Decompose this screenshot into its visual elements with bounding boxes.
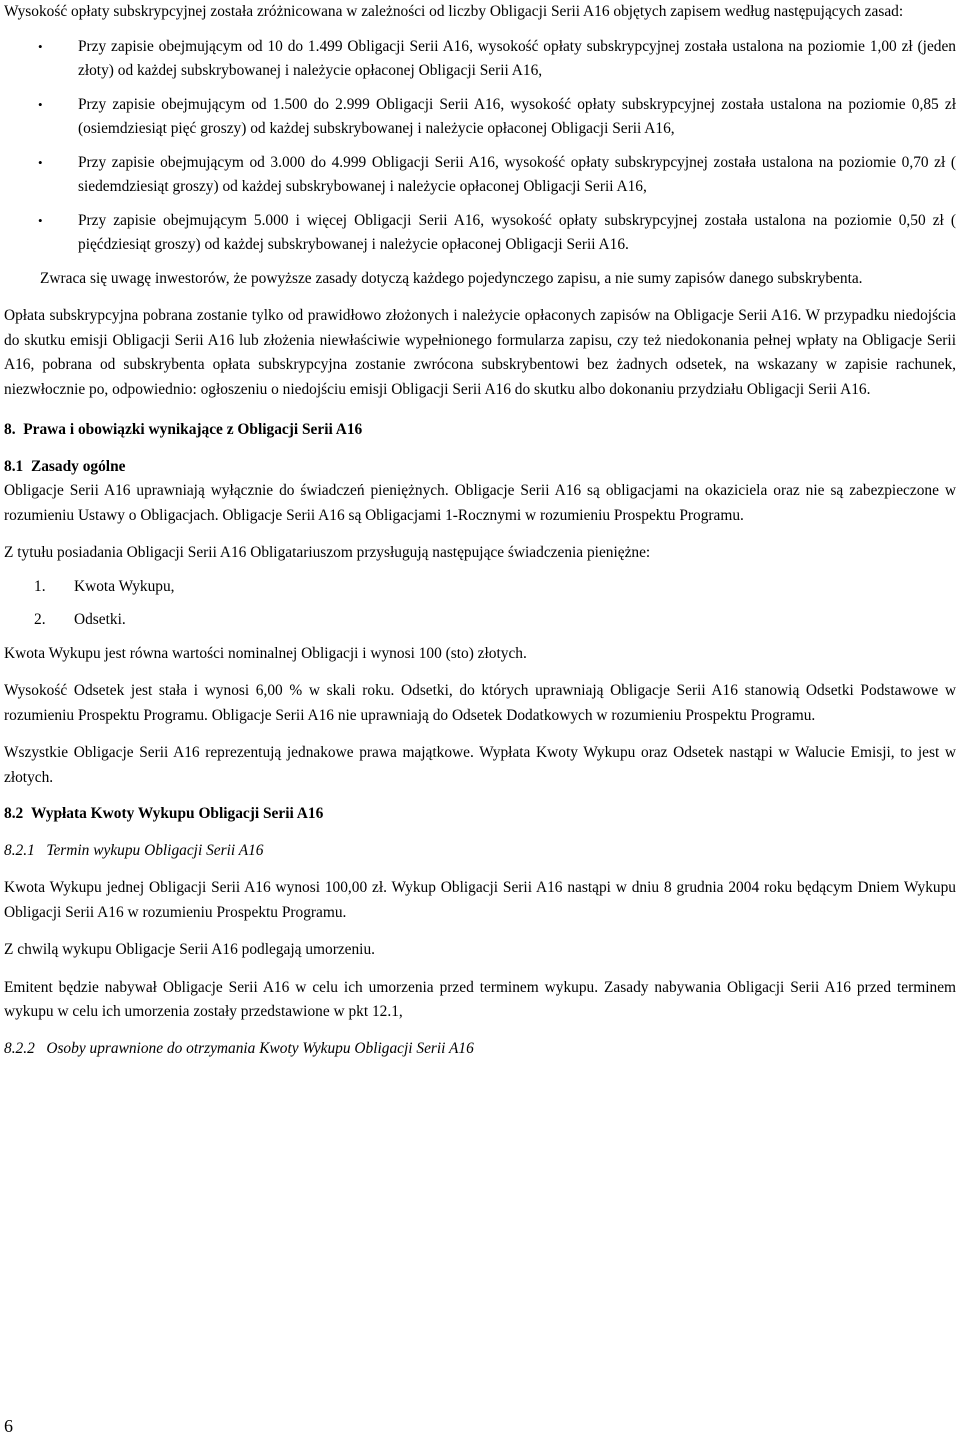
- list-item-text: Odsetki.: [74, 611, 126, 628]
- section-number: 8.2.1: [4, 841, 35, 859]
- redemption-cancellation-paragraph: Z chwilą wykupu Obligacje Serii A16 podlegają umorzeniu.: [4, 941, 375, 958]
- interest-paragraph: Wysokość Odsetek jest stała i wynosi 6,00 % w skali roku. Odsetki, do których uprawniają Obligacje Serii A16 stanowią Odsetki Podstawowe w rozumieniu Prospektu Programu. Obligacje Serii A16 nie uprawniają do Odsetek Dodatkowych w rozumieniu Prospektu Programu.: [4, 682, 956, 724]
- section-8-heading: [4, 418, 956, 443]
- fee-tier-item: [4, 93, 956, 142]
- section-8-2-2-heading: [4, 1037, 956, 1062]
- fee-tier-text: Przy zapisie obejmującym od 10 do 1.499 Obligacji Serii A16, wysokość opłaty subskrypcyjnej została ustalona na poziomie 1,00 zł (jeden złoty) od każdej subskrybowanej i należycie opłaconej Obligacji Serii A16,: [78, 37, 956, 79]
- intro-paragraph: Wysokość opłaty subskrypcyjnej została zróżnicowana w zależności od liczby Obligacji Serii A16 objętych zapisem według następujących zasad:: [4, 3, 904, 20]
- investor-notice: Zwraca się uwagę inwestorów, że powyższe zasady dotyczą każdego pojedynczego zapisu, a nie sumy zapisów danego subskrybenta.: [40, 269, 863, 287]
- general-rules-paragraph: Obligacje Serii A16 uprawniają wyłącznie do świadczeń pieniężnych. Obligacje Serii A16 są obligacjami na okaziciela oraz nie są zabezpieczone w rozumieniu Ustawy o Obligacjach. Obligacje Serii A16 są Obligacjami 1-Rocznymi w rozumieniu Prospektu Programu.: [4, 482, 956, 524]
- early-purchase-paragraph: Emitent będzie nabywał Obligacje Serii A16 w celu ich umorzenia przed terminem wykupu. Zasady nabywania Obligacji Serii A16 przed terminem wykupu w celu ich umorzenia zostały przedstawione w pkt 12.1,: [4, 978, 956, 1020]
- section-number: 8.1: [4, 457, 24, 475]
- list-item-number: 1.: [34, 577, 46, 595]
- list-item: [4, 608, 956, 633]
- bullet-icon: •: [38, 212, 43, 228]
- section-title: Wypłata Kwoty Wykupu Obligacji Serii A16: [30, 805, 324, 822]
- list-item-text: Kwota Wykupu,: [74, 577, 175, 595]
- fee-refund-paragraph: Opłata subskrypcyjna pobrana zostanie tylko od prawidłowo złożonych i należycie opłaconych zapisów na Obligacje Serii A16. W przypadku niedojścia do skutku emisji Obligacji Serii A16 lub złożenia niewłaściwie wypełnionego formularza zapisu, czy też niedokonania pełnej wpłaty na Obligacje Serii A16, pobrana od subskrybenta opłata subskrypcyjna zostanie zwrócona subskrybentowi bez żadnych odsetek, na wskazany w zapisie rachunek, niezwłocznie po, odpowiednio: ogłoszeniu o niedojściu emisji Obligacji Serii A16 do skutku albo dokonaniu przydziału Obligacji Serii A16.: [4, 307, 956, 398]
- section-title: Termin wykupu Obligacji Serii A16: [46, 841, 264, 859]
- section-8-1-heading: [4, 455, 956, 480]
- fee-tier-item: [4, 35, 956, 84]
- section-title: Osoby uprawnione do otrzymania Kwoty Wykupu Obligacji Serii A16: [46, 1039, 474, 1057]
- list-item-number: 2.: [34, 611, 46, 628]
- fee-tier-item: [4, 151, 956, 200]
- section-number: 8.2: [4, 805, 24, 822]
- section-title: Prawa i obowiązki wynikające z Obligacji Serii A16: [23, 421, 363, 438]
- equal-rights-paragraph: Wszystkie Obligacje Serii A16 reprezentują jednakowe prawa majątkowe. Wypłata Kwoty Wykupu oraz Odsetek nastąpi w Walucie Emisji, to jest w złotych.: [4, 744, 956, 786]
- benefits-paragraph: Z tytułu posiadania Obligacji Serii A16 Obligatariuszom przysługują następujące świadczenia pieniężne:: [4, 544, 651, 561]
- fee-tier-item: [4, 209, 956, 258]
- fee-tier-list: [4, 35, 956, 258]
- section-8-2-1-heading: [4, 839, 956, 864]
- section-title: Zasady ogólne: [30, 457, 126, 475]
- fee-tier-text: Przy zapisie obejmującym od 3.000 do 4.999 Obligacji Serii A16, wysokość opłaty subskrypcyjnej została ustalona na poziomie 0,70 zł ( siedemdziesiąt groszy) od każdej subskrybowanej i należycie opłaconej Obligacji Serii A16,: [78, 153, 956, 195]
- fee-tier-text: Przy zapisie obejmującym od 1.500 do 2.999 Obligacji Serii A16, wysokość opłaty subskrypcyjnej została ustalona na poziomie 0,85 zł (osiemdziesiąt pięć groszy) od każdej subskrybowanej i należycie opłaconej Obligacji Serii A16,: [78, 95, 956, 137]
- document-page: [4, 0, 956, 1061]
- section-8-2-heading: [4, 802, 956, 827]
- redemption-amount-paragraph: Kwota Wykupu jest równa wartości nominalnej Obligacji i wynosi 100 (sto) złotych.: [4, 644, 527, 662]
- section-number: 8.2.2: [4, 1039, 35, 1057]
- page-number: 6: [4, 1416, 13, 1436]
- bullet-icon: •: [38, 38, 43, 54]
- section-number: 8.: [4, 421, 16, 438]
- list-item: [4, 575, 956, 600]
- redemption-date-paragraph: Kwota Wykupu jednej Obligacji Serii A16 wynosi 100,00 zł. Wykup Obligacji Serii A16 nastąpi w dniu 8 grudnia 2004 roku będącym Dniem Wykupu Obligacji Serii A16 w rozumieniu Prospektu Programu.: [4, 879, 956, 921]
- benefits-list: [4, 575, 956, 633]
- fee-tier-text: Przy zapisie obejmującym 5.000 i więcej Obligacji Serii A16, wysokość opłaty subskrypcyjnej została ustalona na poziomie 0,50 zł ( pięćdziesiąt groszy) od każdej subskrybowanej i należycie opłaconej Obligacji Serii A16.: [78, 211, 956, 253]
- bullet-icon: •: [38, 154, 43, 170]
- bullet-icon: •: [38, 96, 43, 112]
